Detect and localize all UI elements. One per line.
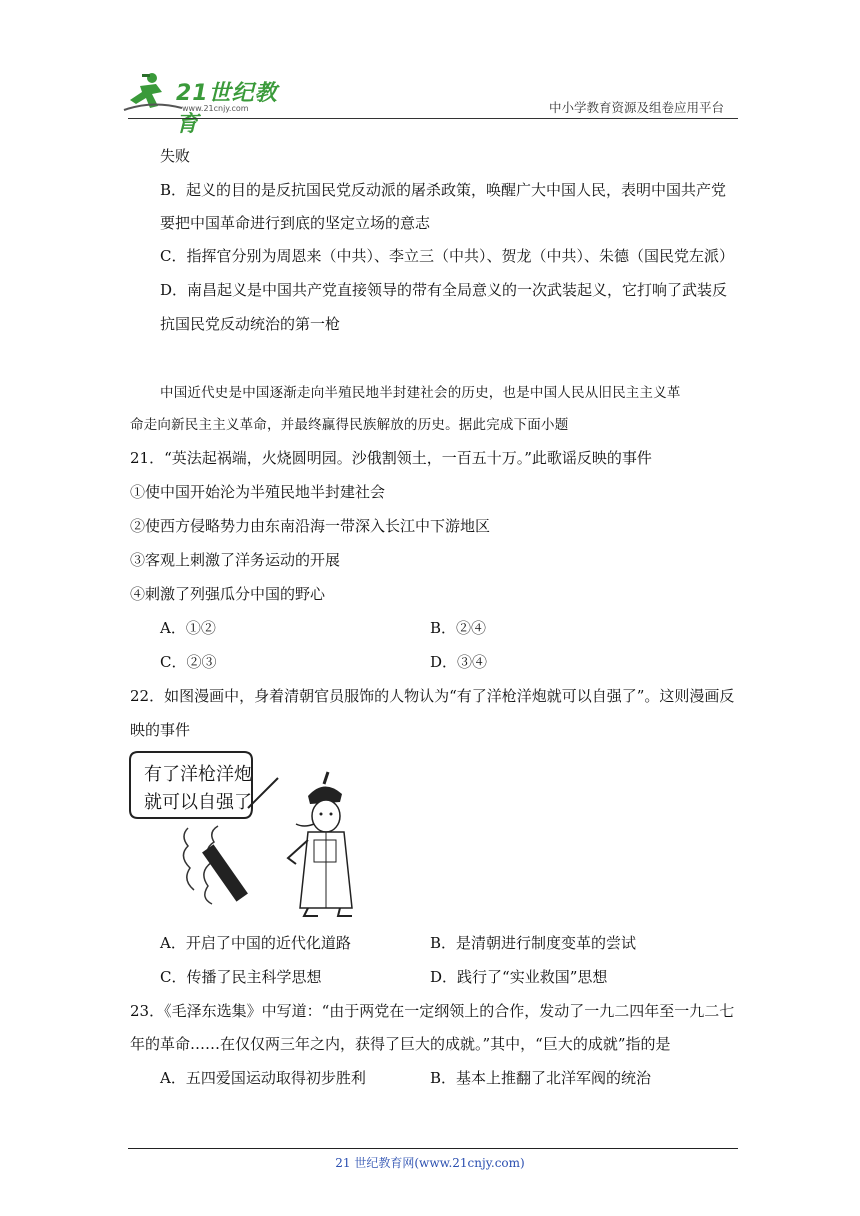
q22-option-b: B．是清朝进行制度变革的尝试 — [430, 934, 637, 952]
prev-option-b-line1: B．起义的目的是反抗国民党反动派的屠杀政策，唤醒广大中国人民，表明中国共产党 — [160, 181, 727, 199]
q21-option-a: A．①② — [160, 619, 216, 637]
footer-divider — [128, 1148, 738, 1149]
prev-option-b-line2: 要把中国革命进行到底的坚定立场的意志 — [160, 214, 431, 232]
q23-option-a: A．五四爱国运动取得初步胜利 — [160, 1069, 366, 1087]
prev-option-c: C．指挥官分别为周恩来（中共）、李立三（中共）、贺龙（中共）、朱德（国民党左派） — [160, 247, 734, 265]
q21-option-c: C．②③ — [160, 653, 217, 671]
q23-stem-line1: 23．《毛泽东选集》中写道：“由于两党在一定纲领上的合作，发动了一九二四年至一九二七 — [130, 1002, 735, 1020]
logo-url: www.21cnjy.com — [182, 104, 249, 113]
logo-text: 21世纪教育 — [176, 81, 278, 137]
q21-statement-1: ①使中国开始沦为半殖民地半封建社会 — [130, 483, 386, 501]
q21-statement-3: ③客观上刺激了洋务运动的开展 — [130, 551, 341, 569]
q23-stem-line2: 年的革命……在仅仅两三年之内，获得了巨大的成就。”其中，“巨大的成就”指的是 — [130, 1035, 671, 1053]
q21-statement-2: ②使西方侵略势力由东南沿海一带深入长江中下游地区 — [130, 517, 491, 535]
q22-option-d: D．践行了“实业救国”思想 — [430, 968, 608, 986]
q21-statement-4: ④刺激了列强瓜分中国的野心 — [130, 585, 326, 603]
header-platform-text: 中小学教育资源及组卷应用平台 — [548, 100, 724, 115]
q22-stem-line1: 22．如图漫画中，身着清朝官员服饰的人物认为“有了洋枪洋炮就可以自强了”。这则漫画反 — [130, 687, 735, 705]
prev-option-d-line2: 抗国民党反动统治的第一枪 — [160, 315, 341, 333]
prev-question-tail: 失败 — [160, 147, 191, 165]
intro-line-1: 中国近代史是中国逐渐走向半殖民地半封建社会的历史，也是中国人民从旧民主主义革 — [160, 385, 681, 401]
bubble-text-line2: 就可以自强了 — [144, 792, 252, 813]
q21-option-b: B．②④ — [430, 619, 487, 637]
q22-option-c: C．传播了民主科学思想 — [160, 968, 322, 986]
footer-link[interactable]: 21 世纪教育网(www.21cnjy.com) — [335, 1156, 525, 1170]
intro-line-2: 命走向新民主主义革命，并最终赢得民族解放的历史。据此完成下面小题 — [130, 417, 569, 433]
q22-stem-line2: 映的事件 — [130, 721, 191, 739]
q21-option-d: D．③④ — [430, 653, 488, 671]
q21-stem: 21．“英法起祸端，火烧圆明园。沙俄割领土，一百五十万。”此歌谣反映的事件 — [130, 449, 652, 467]
qing-official-cartoon — [128, 748, 368, 924]
bubble-text-line1: 有了洋枪洋炮 — [144, 764, 252, 785]
header-divider — [128, 118, 738, 119]
site-logo — [122, 70, 292, 137]
q22-option-a: A．开启了中国的近代化道路 — [160, 934, 351, 952]
q23-option-b: B．基本上推翻了北洋军阀的统治 — [430, 1069, 652, 1087]
prev-option-d-line1: D．南昌起义是中国共产党直接领导的带有全局意义的一次武装起义，它打响了武装反 — [160, 281, 728, 299]
